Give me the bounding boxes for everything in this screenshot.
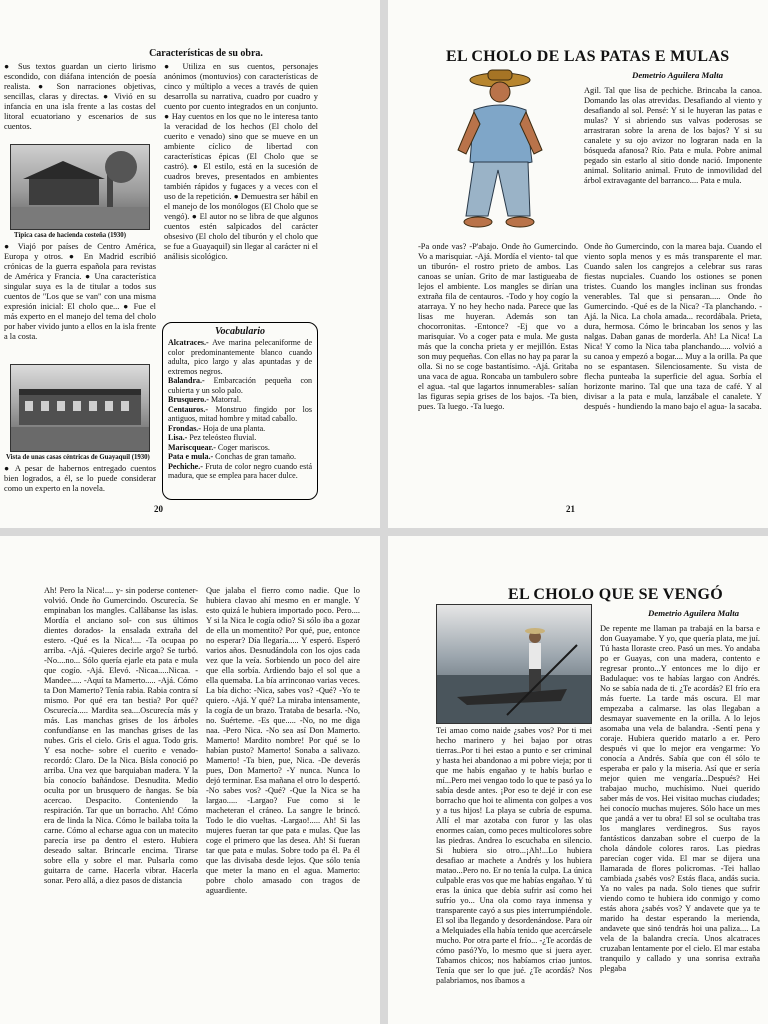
page-21 <box>388 0 768 528</box>
vocab-definition: Pez teleósteo fluvial. <box>189 433 257 442</box>
column-right <box>164 62 318 320</box>
story-author: Demetrio Aguilera Malta <box>648 608 740 618</box>
buildings-illustration <box>11 365 149 451</box>
boat-illustration <box>437 605 591 723</box>
vocab-entry <box>168 433 312 443</box>
photo-caption: Vista de unas casas céntricas de Guayaquil (1930) <box>6 454 150 461</box>
column-left <box>436 726 592 1020</box>
vocab-entry <box>168 443 312 453</box>
cholo-figure-illustration <box>444 66 554 238</box>
vocab-term: Balandra.- <box>168 376 205 385</box>
vocab-entry <box>168 376 312 395</box>
page-number: 21 <box>566 504 575 514</box>
story-author: Demetrio Aguilera Malta <box>632 70 724 80</box>
vocabulary-box <box>162 322 318 500</box>
column-left-bottom <box>4 464 156 508</box>
fisherman-drawing <box>444 66 554 238</box>
page-number: 20 <box>154 504 163 514</box>
house-illustration <box>11 145 149 229</box>
vocab-entry <box>168 424 312 434</box>
vocab-term: Lisa.- <box>168 433 188 442</box>
vocab-definition: Fruta de color negro cuando está madura, que se emplea para hacer dulce. <box>168 461 312 480</box>
paragraph: ● A pesar de habernos entregado cuentos bien logrados, a él, se lo puede considerar como un experto en la novela. <box>4 464 156 493</box>
column-right <box>206 586 360 1020</box>
vocab-definition: Conchas de gran tamaño. <box>215 452 296 461</box>
photo-caption: Típica casa de hacienda costeña (1930) <box>14 232 126 239</box>
story-title: EL CHOLO DE LAS PATAS E MULAS <box>446 48 730 65</box>
column-left-middle <box>4 242 156 362</box>
column-right <box>600 624 760 1020</box>
page-22 <box>0 536 380 1024</box>
fisherman-boat-photo <box>436 604 592 724</box>
paragraph: ● Utiliza en sus cuentos, personajes anónimos (montuvios) con características de cinco y múltiplo a veces a través de quien desarrolla su narrativa, cuadro por cuadro y cuento por cuento integrados en un conjunto. ● Hay cuentos en los que no le interesa tanto la veracidad de los hechos (El cholo del cuerito e venado) sino que se mueve en un ambiente cíclico de libertad con características épicas (El Cholo que se castró). ● El estilo, está en la sucesión de cuadros breves, presentados en ambientes también rápidos y fugaces y a veces con el uso de la repetición. ● Demuestra ser hábil en el manejo de los monólogos (El Cholo que se vengó). ● El autor no se libra de que algunos cuentos estén salpicados del carácter obsesivo (El cholo del tiburón y el cholo que se fue a Guayaquil) sin llegar al carácter ni el análisis sicológico. <box>164 62 318 261</box>
story-title: EL CHOLO QUE SE VENGÓ <box>508 586 723 603</box>
column-left <box>418 242 578 506</box>
vocabulary-title: Vocabulario <box>214 326 265 337</box>
vocab-entry <box>168 395 312 405</box>
paragraph: ● Viajó por países de Centro América, Europa y otros. ● En Madrid escribió crónicas de la guerra española para revistas de América y Francia. ● Una característica singular suya es la de titular a todos sus cuentos de "Los que se van" con una misma expresión inicial: El cholo que... ● Fue el más experto en el manejo del tema del cholo por haber vivido junto a ellos en la isla frente a la costa. <box>4 242 156 341</box>
paragraph: Tei amao como naide ¿sabes vos? Por ti mei hecho marinero y hei bajao por otras tierras..Por ti hei estao a punto e ser criminal y hasta hei abandonao a mi pobre vieja; por ti que me habís engañao y te habís burlao e mí...Pero mei vengao todo lo que te pasó ya lo sabía desde antes. ¡Por eso te dejé ir con ese borracho que hoi te alimenta con golpes a vos y a tus hijos! La playa se cubría de espuma. Allí el mar azotaba con furor y las olas enormes caían, como peces multicolores sobre las piedras. Andrea lo escuchaba en silencio. Si hubiera sio otro...¡Ah!...Lo hubiera desafiao ar machete a Andrés y los hubiera matao...Pero no. Er no tenía la culpa. La única culpable eras vos que me habías engañao. Y tú eras la única que debía sufrir así como hei sufrío yo... Una ola como raya inmensa y transparente cayó a sus pies interrumpiéndole. El sol iba llegando y desordenándose. Para oír a Melquiades ella había tenido que acercársele mucho. Por otra parte el frío... -¿Te acordás de cómo pasó?Yo, lo mesmo que si juera ayer. Tabamos chicos; nos habíamos criao juntos. Tenía que ser lo que jué. ¿Te acordás? Nos palabriamos, nos íbamos a <box>436 726 592 985</box>
paragraph: Agil. Tal que lisa de pechiche. Brincaba la canoa. Domando las olas atrevidas. Desafiando al viento y desafiando al sol. Pensé: Y si le huyeran las patas e mulas? Y si abriendo sus valvas poderosas se arrastraran sobre la arena de los bajos? Y si su canalete y su ojo avizor no lograran nada en la bósqueda afanosa? Río. Pata e mula. Pobre animal pegado sin estarlo al sitio donde nació. Imponente animal. Solitario animal. Fruto de inmovilidad del árbol extravagante del barranco.... Pata e mula. <box>584 86 762 185</box>
paragraph: ● Sus textos guardan un cierto lirismo escondido, con diáfana intención de poesía realista. ● Son narraciones objetivas, sencillas, claras y directas. ● Vivió en su infancia en una isla frente a las costas del litoral ecuatoriano y escenarios de sus cuentos. <box>4 62 156 131</box>
column-left-top <box>4 62 156 140</box>
vocab-entry <box>168 452 312 462</box>
page-20 <box>0 0 380 528</box>
vocab-definition: Monstruo fingido por los antiguos, mitad hombre y mitad caballo. <box>168 404 312 423</box>
vocab-entry <box>168 338 312 376</box>
vocab-entry <box>168 405 312 424</box>
vocab-term: Mariscquear.- <box>168 442 216 452</box>
section-heading: Características de su obra. <box>149 48 263 59</box>
hacienda-house-photo <box>10 144 150 230</box>
paragraph: -Pa onde vas? -P'abajo. Onde ño Gumercindo. Vo a marisquiar. -Ajá. Mordía el viento- tal que un tiburón- el rostro prieto de ambos. Las canoas se unían. Grito de mar lastigueaba de lejos el ambiente. Los mangles se dirían una extraña fila de centauros. -Todo y hoy cogío la atarraya. Y no hey hecho nada. Parece que las lisas me huyeran. Además son tan chocorronitas. -Entonce? -Ej que vo a marisquiar. Vo a coger pata e mula. Me gusta más que la concha prieta y er mejillón. Estas son muy pequeñas. Con ellas no hay pa parar la olla. Si no se coge bastantísimo. -Ajá. Gritaba una vaca de agua. Roncaba un tambulero sobre el agua. -tal que lagartos innumerables- salían las figuras sepia grises de los bajos. -Ta bien, pues. Ta luego. -Ta luego. <box>418 242 578 411</box>
page-23 <box>388 536 768 1024</box>
vocab-definition: Embarcación pequeña con cubierta y un solo palo. <box>168 376 313 395</box>
vocab-definition: Ave marina pelecaniforme de color predominantemente blanco cuando adulta, pico largo y alas apuntadas y de extremos negros. <box>168 338 313 376</box>
vocab-definition: Matorral. <box>210 395 241 404</box>
vocab-definition: Hoja de una planta. <box>202 423 266 433</box>
column-left <box>44 586 198 1020</box>
vocab-entry <box>168 462 312 481</box>
paragraph: De repente me llaman pa trabajá en la barsa e don Guayamabe. Y yo, que quería plata, me juí. Tú hasta lloraste creo. Pasó un mes. Yo andaba po er Guayas, con una madera, contento e regresar pronto...Y entonces me lo dijo er Badulaque: vos te habías largao con Andrés. No se sabía nada de ti. ¿Te acordás? El frío era más fuerte. La tarde más oscura. El mar empezaba a calmarse. las olas llegaban a desmayar suavemente en la orilla. A lo lejos asomaba una vela de balandra. -Sentí pena y coraje. Hubiera querido matarlo a er. Pero después vi que lo mejor era vengarme: Yo conocía a Andrés. Sabía que con él sólo te esperaba er palo y la miseria. Así que er sería mejor quien me vengaría...Después? Hei trabajao mucho, muchísimo. Nuei querido saber más de vos. Hei visitao muchas ciudades; hei conocío muchas mujeres. Sólo hace un mes que ¡andá a ver tu obra! El sol se ocultaba tras los manglares verdinegros. Sus rayos fantásticos danzaban sobre el cuerpo de la chola dándole colores raros. Las piedras parecían coger vida. El mar se dijera una llamarada de flores policromas. -Tei hallao cambiada ¿sabés vos? Estás flaca, andás sucia. Ya no vales pa nada. Solo tienes que sufrir viendo como te hubiera ido conmigo y como estás ahora ¿sabés vos? Y andavete que ya te marido ha destar esperando la merienda, andavete que sinó tendrás hoi una paliza.... La vela de la balandra crecía. Unos alcatraces cruzaban lentamente por el cielo. El mar estaba tranquilo y callado y una sonrisa extraña plegaba <box>600 624 760 973</box>
vocab-definition: Coger mariscos. <box>217 442 270 452</box>
vocab-term: Brusquero.- <box>168 395 209 404</box>
vocab-term: Pechiche.- <box>168 461 203 471</box>
column-right-top <box>584 86 762 240</box>
paragraph: Ah! Pero la Nica!.... y- sin poderse contener- volvió. Onde ño Gumercindo. Oscurecía. Se empinaban los mangles. Callábanse las islas. Mordía el anciano sol- con sus últimos dientes dorados- la ensalada extraña del estero. -Qué es la Nica!.... -Ta ocupaa po arriba. -Ajá. -Quieres decirle argo? Se turbó. -No....no... Sólo quería ejarle eta pata e mula que cogío. -Ajá. Elevó. -Nicaa.....Nicaa. -Mandee..... -Aquí ta Mamerto..... -Ajá. Cómo ta Don Mamerto? Tenía rabia. Rabia contra sí mismo. Por qué era tan bestia? Por qué? Oscurecía..... Mardita sea....Oscurecía más y más. Las manchas grises de los árboles confundíanse en las manchas grises de las nubes. Gris el cielo. Gris el agua. Todo gris. Y esa noche- sobre el cuerito e venado- recordó: Claro. De la Nica. Bísla conoció po arriba. Una vez que barquiaban madera. Y la bía conocío bañándose. Desnudita. Medio oculta por un brusquero de ñangas. Se bía acercao. Despacito. Conteniendo la respiración. Tar que un borracho. Ah! Cómo era de linda la Nica. Cómo le bailaba toíta la carne. Cómo al echarse agua con un matecito parecía irse pa dentro el estero. Hubiera deseado saltar. Brincarle encima. Tirarse sobre ella y sobre el mar. Pulsarla como guitarra de carne. Hacerla vibrar. Hacerla sonar. Pero allá, a diez pasos de distancia <box>44 586 198 885</box>
vocab-term: Alcatraces.- <box>168 338 209 347</box>
guayaquil-houses-photo <box>10 364 150 452</box>
paragraph: Onde ño Gumercindo, con la marea baja. Cuando el viento sopla menos y es más transparente el mar. Cuando salen los cangrejos a celebrar sus raras fiestas nupciales. Cuando los ostiones se ponen tristes. Cuando los mangles inclinan sus frondas venerables. Tal que si pensaran..... Onde ño Gumercindo. -Qué es de la Nica? -Ta planchando. -Ajá. la Nica. La chola amada... recordábala. Prieta, dura, hermosa. Cómo le brincaban los senos y las nalgas. Daban ganas de morderla. Ah! La Nica! La Nica! Y como la Nica taba planchando..... volvió a su canoa y empezó a bogar.... Muy a la orilla. Pa que no se espantasen. Silenciosamente. Su vista de flecha punteaba la superficie del agua. Sorbía el horizonte marino. Tal que una taza de café. Y al divisar a la pata e mula, lanzábale el canalete. Y después - hundiendo la mano bajo el agua- la sacaba. <box>584 242 762 411</box>
column-right <box>584 242 762 506</box>
vocab-term: Centauros.- <box>168 404 209 414</box>
vocab-term: Frondas.- <box>168 423 201 433</box>
vocab-term: Pata e mula.- <box>168 452 214 461</box>
vocab-list <box>168 338 312 481</box>
paragraph: Que jalaba el fierro como nadie. Que lo hubiera clavao ahí mesmo en er mangle. Y esto quizá le hubiera importado poco. Pero.... Y si la Nica le cogía odio? Si sólo iba a gozar de ella un momentito? Por qué, pue, entonce no esperar? Día llegaría..... Y esperó. Esperó varios años. Desnudándola con los ojos cada vez que la veía. Sorbiendo un poco del aire que ella sorbía. Ardiendo bajo el sol que a ella quemaba. La bía arrinconao varias veces. La bía dicho: -Nica, sabes vos? -Qué? -Yo te quiero. -Ajá. Y qué? La miraba intensamente, la cogía de un brazo. Trataba de besarla. -No, no. Suérteme. -Es que..... -No, no me diga naa. -Pero Nica. -No sea así Don Mamerto. Mamerto! Mardito nombre! Por qué se lo habían pusto? Mamerto! Sonaba a salivazo. Mamerto! -Ta bien, pue, Nica. -De deverás pues, Don Mamerto? -Y nunca. Nunca lo dejó terminar. Esa mañana el otro lo despertó. -No sabes vos? -Qué? -Que la Nica se ha largao..... -Largao? Fue como si le macheteran el cráneo. La sangre le brincó. Todo le dio vueltas. -Largao!..... Ah! Si las mujeres fueran tar que pata e mulas. Que las coge el primero que las desea. Ah! Si fueran tar que pata e mulas. Sobre todo pa él. Pa él que las divisaba desde lejos. Que sólo tenía que meter la mano en el agua. Mamerto: pobre cholo amasado con tragos de aguardiente. <box>206 586 360 895</box>
